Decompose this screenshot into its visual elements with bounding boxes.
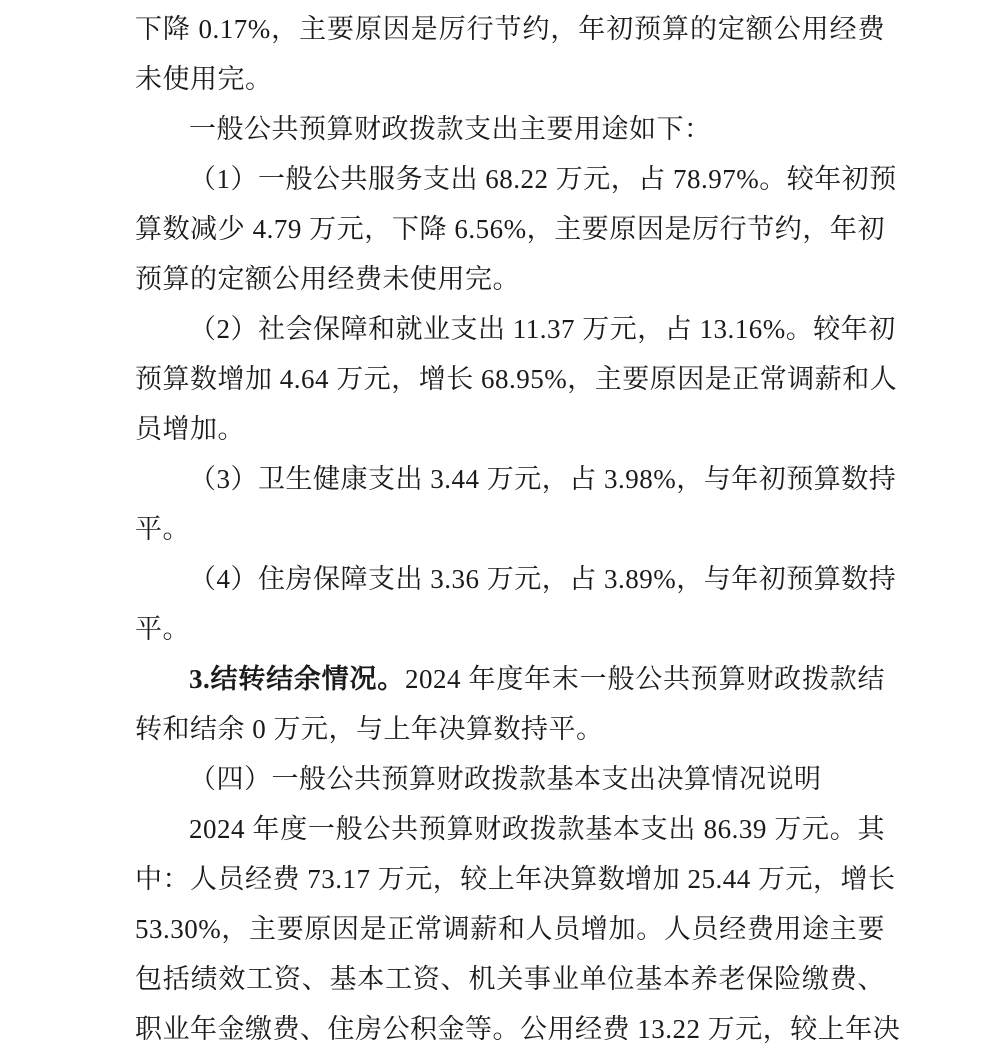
line-text: 转和结余 0 万元，与上年决算数持平。 xyxy=(135,714,604,744)
line-text: （3）卫生健康支出 3.44 万元，占 3.98%，与年初预算数持 xyxy=(189,464,897,494)
text-line xyxy=(135,654,885,704)
text-line xyxy=(135,304,896,354)
text-line xyxy=(135,404,885,454)
line-text: 2024 年度年末一般公共预算财政拨款结 xyxy=(405,664,886,694)
section-heading-line xyxy=(135,754,885,804)
text-line xyxy=(135,204,885,254)
line-text: 未使用完。 xyxy=(135,64,273,94)
text-line xyxy=(135,1004,901,1054)
text-line xyxy=(135,804,885,854)
line-text: 2024 年度一般公共预算财政拨款基本支出 86.39 万元。其 xyxy=(189,814,885,844)
line-text: 一般公共预算财政拨款支出主要用途如下： xyxy=(189,114,712,144)
text-line xyxy=(135,154,897,204)
text-line xyxy=(135,104,885,154)
text-line xyxy=(135,354,898,404)
line-text: 下降 0.17%，主要原因是厉行节约，年初预算的定额公用经费 xyxy=(135,14,885,44)
line-text: （1）一般公共服务支出 68.22 万元，占 78.97%。较年初预 xyxy=(189,164,897,194)
text-line xyxy=(135,704,885,754)
text-line xyxy=(135,454,897,504)
line-text: 包括绩效工资、基本工资、机关事业单位基本养老保险缴费、 xyxy=(135,964,885,994)
line-text: 预算数增加 4.64 万元，增长 68.95%，主要原因是正常调薪和人 xyxy=(135,364,898,394)
text-line xyxy=(135,954,885,1004)
text-line xyxy=(135,4,885,54)
line-text: （2）社会保障和就业支出 11.37 万元，占 13.16%。较年初 xyxy=(189,314,896,344)
text-line xyxy=(135,604,885,654)
line-text: 算数减少 4.79 万元，下降 6.56%，主要原因是厉行节约，年初 xyxy=(135,214,885,244)
bold-lead: 3.结转结余情况。 xyxy=(189,664,406,694)
text-line xyxy=(135,254,885,304)
text-line xyxy=(135,854,896,904)
line-text: （四）一般公共预算财政拨款基本支出决算情况说明 xyxy=(189,764,822,794)
text-line xyxy=(135,54,885,104)
text-line xyxy=(135,504,885,554)
text-line xyxy=(135,904,885,954)
line-text: 中：人员经费 73.17 万元，较上年决算数增加 25.44 万元，增长 xyxy=(135,864,896,894)
line-text: （4）住房保障支出 3.36 万元，占 3.89%，与年初预算数持 xyxy=(189,564,897,594)
line-text: 员增加。 xyxy=(135,414,245,444)
line-text: 职业年金缴费、住房公积金等。公用经费 13.22 万元，较上年决 xyxy=(135,1014,901,1044)
line-text: 平。 xyxy=(135,614,190,644)
line-text: 预算的定额公用经费未使用完。 xyxy=(135,264,520,294)
line-text: 53.30%，主要原因是正常调薪和人员增加。人员经费用途主要 xyxy=(135,914,885,944)
text-line xyxy=(135,554,897,604)
line-text: 平。 xyxy=(135,514,190,544)
